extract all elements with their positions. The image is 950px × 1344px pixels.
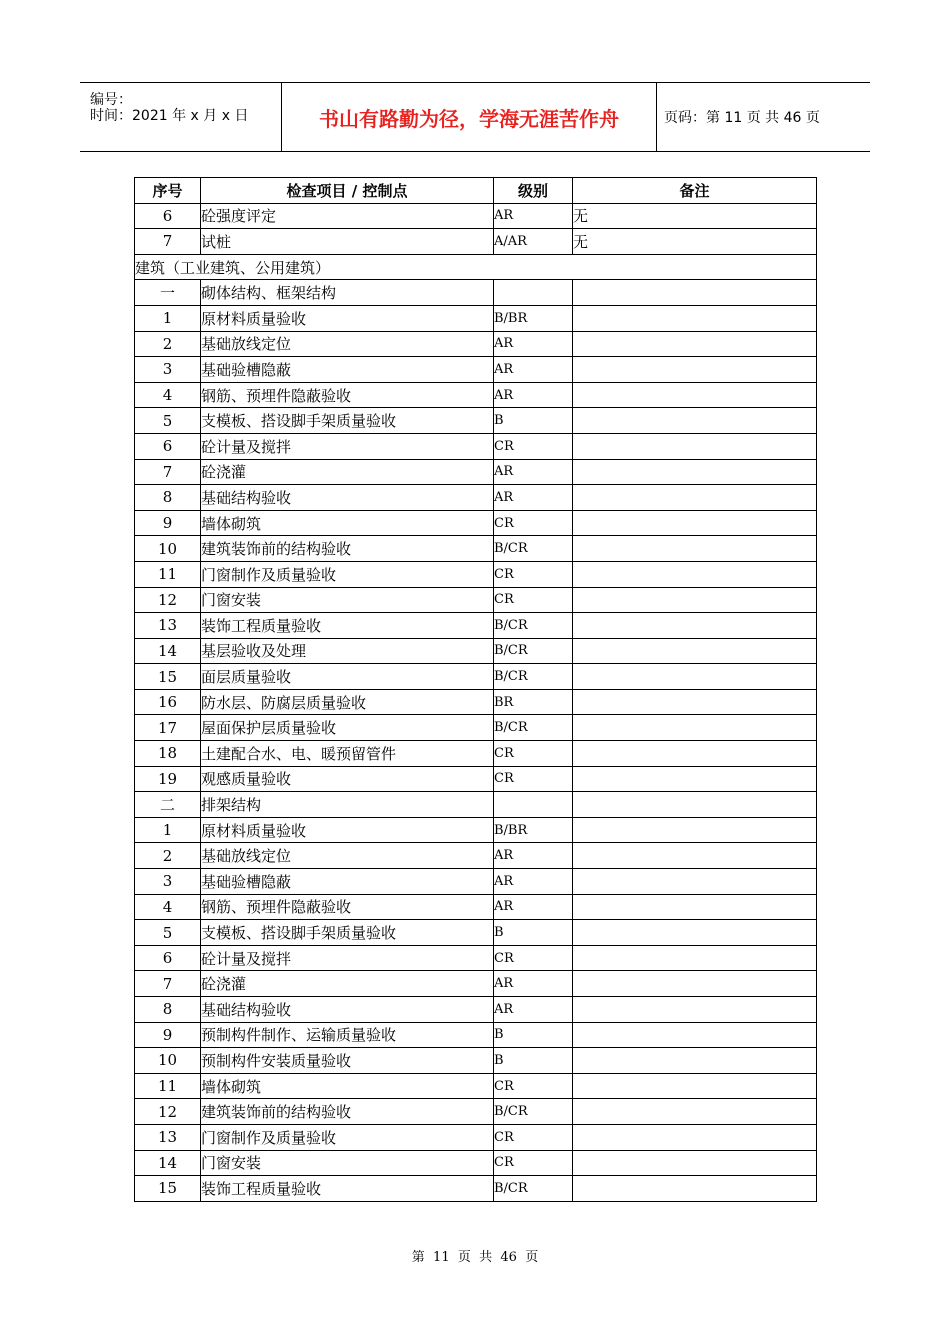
- row-item: 排架结构: [201, 792, 494, 818]
- table-row: [135, 689, 817, 715]
- inspection-table: [134, 177, 817, 1202]
- row-number: 14: [135, 1150, 201, 1176]
- row-level: B/CR: [494, 1099, 573, 1125]
- table-row: [135, 1176, 817, 1202]
- table-row: [135, 638, 817, 664]
- row-note: [573, 331, 817, 357]
- table-row: [135, 1150, 817, 1176]
- row-item: 防水层、防腐层质量验收: [201, 689, 494, 715]
- row-level: [494, 792, 573, 818]
- row-level: A/AR: [494, 229, 573, 255]
- row-note: [573, 1099, 817, 1125]
- row-note: [573, 766, 817, 792]
- row-item: 观感质量验收: [201, 766, 494, 792]
- table-row: [135, 945, 817, 971]
- row-number: 17: [135, 715, 201, 741]
- row-item: 门窗制作及质量验收: [201, 1124, 494, 1150]
- table-row: [135, 715, 817, 741]
- row-level: CR: [494, 1124, 573, 1150]
- table-row: [135, 510, 817, 536]
- time-label: 时间：2021 年 x 月 x 日: [90, 108, 249, 124]
- row-item: 试桩: [201, 229, 494, 255]
- row-note: [573, 280, 817, 306]
- row-level: AR: [494, 357, 573, 383]
- row-level: CR: [494, 945, 573, 971]
- column-header-note: 备注: [573, 178, 817, 204]
- table-row: [135, 561, 817, 587]
- header-page-info: 页码：第 11 页 共 46 页: [664, 110, 820, 126]
- row-level: AR: [494, 971, 573, 997]
- row-note: [573, 715, 817, 741]
- row-number: 10: [135, 536, 201, 562]
- row-level: B: [494, 1048, 573, 1074]
- table-row: [135, 1048, 817, 1074]
- row-item: 基础放线定位: [201, 843, 494, 869]
- row-item: 基础验槽隐蔽: [201, 357, 494, 383]
- table-row: [135, 408, 817, 434]
- row-note: [573, 689, 817, 715]
- row-note: [573, 894, 817, 920]
- row-level: AR: [494, 331, 573, 357]
- row-note: [573, 1176, 817, 1202]
- row-note: [573, 1124, 817, 1150]
- row-level: B/CR: [494, 715, 573, 741]
- table-row: [135, 357, 817, 383]
- footer-page-number: 第 11 页 共 46 页: [411, 1250, 539, 1265]
- row-level: CR: [494, 741, 573, 767]
- row-level: B/CR: [494, 1176, 573, 1202]
- row-number: 2: [135, 843, 201, 869]
- row-note: [573, 945, 817, 971]
- table-row: [135, 1022, 817, 1048]
- table-row: [135, 664, 817, 690]
- row-note: [573, 613, 817, 639]
- row-level: B: [494, 408, 573, 434]
- row-level: AR: [494, 894, 573, 920]
- table-row: [135, 613, 817, 639]
- header-motto: 书山有路勤为径，学海无涯苦作舟: [281, 83, 657, 151]
- row-number: 1: [135, 305, 201, 331]
- row-level: B: [494, 1022, 573, 1048]
- row-note: [573, 997, 817, 1023]
- row-number: 一: [135, 280, 201, 306]
- row-number: 14: [135, 638, 201, 664]
- row-item: 基础放线定位: [201, 331, 494, 357]
- row-item: 基础结构验收: [201, 485, 494, 511]
- row-item: 门窗制作及质量验收: [201, 561, 494, 587]
- row-level: AR: [494, 843, 573, 869]
- row-level: B/CR: [494, 664, 573, 690]
- table-row: [135, 766, 817, 792]
- table-row: [135, 485, 817, 511]
- row-number: 10: [135, 1048, 201, 1074]
- row-item: 装饰工程质量验收: [201, 613, 494, 639]
- row-item: 支模板、搭设脚手架质量验收: [201, 408, 494, 434]
- row-level: BR: [494, 689, 573, 715]
- row-item: 门窗安装: [201, 1150, 494, 1176]
- table-row: [135, 203, 817, 229]
- table-row: [135, 587, 817, 613]
- row-item: 门窗安装: [201, 587, 494, 613]
- row-note: [573, 561, 817, 587]
- row-number: 7: [135, 229, 201, 255]
- column-header-level: 级别: [494, 178, 573, 204]
- table-row: [135, 1073, 817, 1099]
- row-number: 1: [135, 817, 201, 843]
- row-number: 7: [135, 459, 201, 485]
- row-item: 预制构件安装质量验收: [201, 1048, 494, 1074]
- row-level: B/CR: [494, 638, 573, 664]
- row-note: [573, 1150, 817, 1176]
- row-level: CR: [494, 1073, 573, 1099]
- table-row: [135, 433, 817, 459]
- row-note: [573, 587, 817, 613]
- row-level: AR: [494, 485, 573, 511]
- table-row: [135, 305, 817, 331]
- row-note: [573, 1048, 817, 1074]
- row-number: 19: [135, 766, 201, 792]
- row-item: 基层验收及处理: [201, 638, 494, 664]
- section-title: 建筑（工业建筑、公用建筑）: [135, 254, 817, 280]
- row-item: 砼强度评定: [201, 203, 494, 229]
- row-note: [573, 1022, 817, 1048]
- document-header: [80, 82, 870, 152]
- row-note: [573, 741, 817, 767]
- row-item: 钢筋、预埋件隐蔽验收: [201, 382, 494, 408]
- row-number: 8: [135, 485, 201, 511]
- row-level: B/BR: [494, 817, 573, 843]
- table-row: [135, 1124, 817, 1150]
- row-item: 原材料质量验收: [201, 305, 494, 331]
- table-section-row: [135, 254, 817, 280]
- row-item: 面层质量验收: [201, 664, 494, 690]
- row-level: CR: [494, 587, 573, 613]
- row-note: [573, 305, 817, 331]
- row-item: 装饰工程质量验收: [201, 1176, 494, 1202]
- table-row: [135, 869, 817, 895]
- row-note: 无: [573, 229, 817, 255]
- row-number: 13: [135, 613, 201, 639]
- row-item: 支模板、搭设脚手架质量验收: [201, 920, 494, 946]
- number-label: 编号：: [90, 92, 132, 108]
- row-level: AR: [494, 997, 573, 1023]
- row-number: 6: [135, 203, 201, 229]
- row-number: 11: [135, 1073, 201, 1099]
- table-row: [135, 459, 817, 485]
- row-number: 8: [135, 997, 201, 1023]
- table-row: [135, 331, 817, 357]
- row-item: 砼计量及搅拌: [201, 945, 494, 971]
- row-item: 墙体砌筑: [201, 510, 494, 536]
- row-note: [573, 459, 817, 485]
- table-header-row: [135, 178, 817, 204]
- row-number: 2: [135, 331, 201, 357]
- row-note: [573, 664, 817, 690]
- row-note: [573, 971, 817, 997]
- row-level: AR: [494, 459, 573, 485]
- row-note: [573, 536, 817, 562]
- row-item: 建筑装饰前的结构验收: [201, 536, 494, 562]
- row-number: 18: [135, 741, 201, 767]
- row-number: 5: [135, 408, 201, 434]
- table-row: [135, 894, 817, 920]
- row-number: 3: [135, 869, 201, 895]
- row-item: 基础验槽隐蔽: [201, 869, 494, 895]
- row-level: CR: [494, 433, 573, 459]
- row-number: 15: [135, 664, 201, 690]
- row-note: [573, 510, 817, 536]
- table-row: [135, 741, 817, 767]
- table-row: [135, 1099, 817, 1125]
- row-note: [573, 1073, 817, 1099]
- table-row: [135, 920, 817, 946]
- row-level: B/CR: [494, 613, 573, 639]
- column-header-no: 序号: [135, 178, 201, 204]
- table-body: [135, 203, 817, 1201]
- row-item: 土建配合水、电、暖预留管件: [201, 741, 494, 767]
- row-note: 无: [573, 203, 817, 229]
- row-level: AR: [494, 382, 573, 408]
- row-item: 砼浇灌: [201, 971, 494, 997]
- row-item: 基础结构验收: [201, 997, 494, 1023]
- row-level: CR: [494, 1150, 573, 1176]
- row-number: 5: [135, 920, 201, 946]
- row-number: 9: [135, 1022, 201, 1048]
- row-number: 13: [135, 1124, 201, 1150]
- row-level: B/BR: [494, 305, 573, 331]
- row-note: [573, 485, 817, 511]
- row-number: 7: [135, 971, 201, 997]
- row-item: 砌体结构、框架结构: [201, 280, 494, 306]
- table-row: [135, 536, 817, 562]
- row-number: 6: [135, 945, 201, 971]
- row-item: 墙体砌筑: [201, 1073, 494, 1099]
- row-item: 砼浇灌: [201, 459, 494, 485]
- table-row: [135, 382, 817, 408]
- table-row: [135, 817, 817, 843]
- row-item: 砼计量及搅拌: [201, 433, 494, 459]
- row-note: [573, 869, 817, 895]
- row-level: B: [494, 920, 573, 946]
- row-note: [573, 433, 817, 459]
- row-note: [573, 382, 817, 408]
- row-note: [573, 817, 817, 843]
- row-item: 预制构件制作、运输质量验收: [201, 1022, 494, 1048]
- table-row: [135, 997, 817, 1023]
- row-level: AR: [494, 869, 573, 895]
- row-number: 3: [135, 357, 201, 383]
- column-header-item: 检查项目 / 控制点: [201, 178, 494, 204]
- row-level: AR: [494, 203, 573, 229]
- row-item: 原材料质量验收: [201, 817, 494, 843]
- row-number: 9: [135, 510, 201, 536]
- row-number: 4: [135, 894, 201, 920]
- row-number: 11: [135, 561, 201, 587]
- row-item: 建筑装饰前的结构验收: [201, 1099, 494, 1125]
- table-row: [135, 792, 817, 818]
- row-number: 12: [135, 587, 201, 613]
- header-meta: [80, 83, 280, 151]
- row-item: 钢筋、预埋件隐蔽验收: [201, 894, 494, 920]
- row-note: [573, 843, 817, 869]
- row-item: 屋面保护层质量验收: [201, 715, 494, 741]
- row-number: 15: [135, 1176, 201, 1202]
- page-footer: [0, 1246, 950, 1265]
- row-note: [573, 638, 817, 664]
- table-row: [135, 843, 817, 869]
- row-number: 4: [135, 382, 201, 408]
- row-number: 12: [135, 1099, 201, 1125]
- row-level: CR: [494, 510, 573, 536]
- table-row: [135, 280, 817, 306]
- row-number: 16: [135, 689, 201, 715]
- row-number: 二: [135, 792, 201, 818]
- row-note: [573, 792, 817, 818]
- row-note: [573, 920, 817, 946]
- row-note: [573, 408, 817, 434]
- row-number: 6: [135, 433, 201, 459]
- table-row: [135, 229, 817, 255]
- row-level: CR: [494, 561, 573, 587]
- row-level: B/CR: [494, 536, 573, 562]
- row-level: [494, 280, 573, 306]
- row-level: CR: [494, 766, 573, 792]
- table-row: [135, 971, 817, 997]
- row-note: [573, 357, 817, 383]
